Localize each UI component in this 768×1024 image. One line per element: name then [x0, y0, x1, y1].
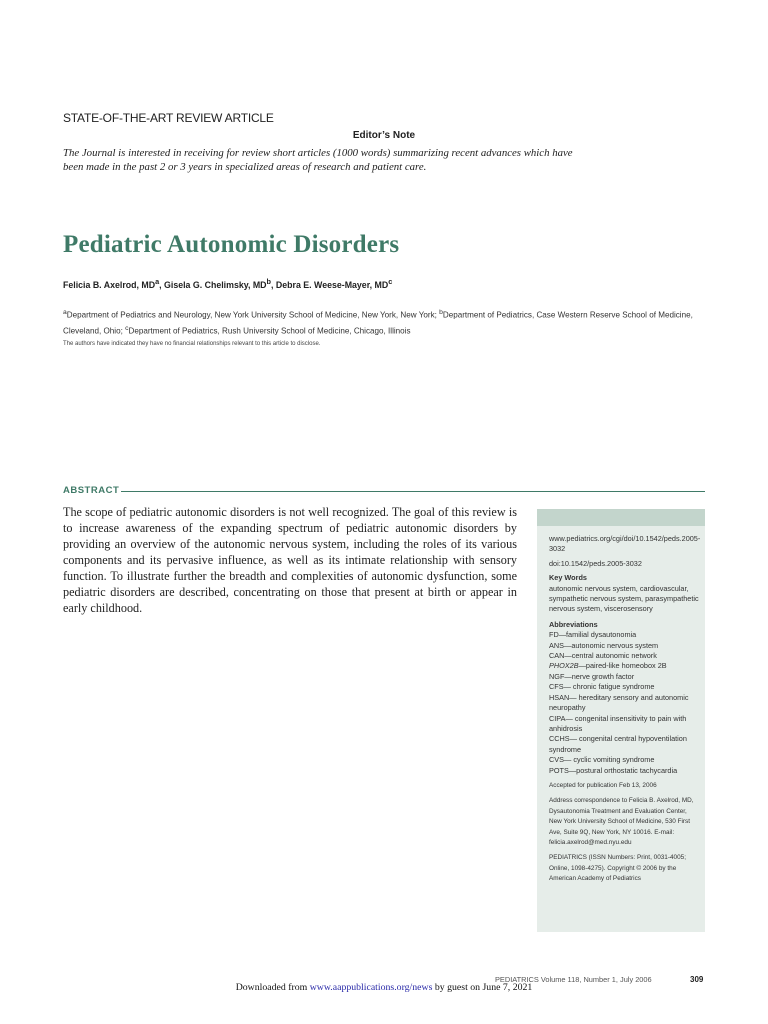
author-name: Felicia B. Axelrod, MD — [63, 279, 156, 290]
affiliation-superscript: a — [63, 309, 67, 316]
article-url-link[interactable]: www.pediatrics.org/cgi/doi/10.1542/peds.2005-3032 — [549, 534, 701, 554]
abbreviation-dash: — — [564, 671, 572, 681]
abbreviations-list — [549, 630, 699, 776]
abbreviation-dash: — — [568, 765, 577, 775]
issn-copyright: PEDIATRICS (ISSN Numbers: Print, 0031-4005; Online, 1098-4275). Copyright © 2006 by the American Academy of Pediatrics — [549, 854, 686, 883]
abbreviation-definition: nerve growth factor — [571, 671, 635, 681]
abbreviation-item — [549, 651, 699, 661]
abbreviation-term: POTS — [549, 765, 569, 775]
abbreviation-dash: — — [569, 734, 577, 744]
author-superscript: a — [155, 277, 160, 286]
abbreviation-item — [549, 693, 699, 714]
abbreviation-term: NGF — [549, 671, 565, 681]
abbreviation-dash: — — [564, 640, 572, 650]
abbreviation-term: CAN — [549, 651, 565, 661]
footer-journal-info: PEDIATRICS Volume 118, Number 1, July 2006 — [495, 975, 652, 984]
abbreviation-definition: central autonomic network — [571, 651, 657, 661]
abbreviations-heading: Abbreviations — [549, 619, 598, 629]
abbreviation-definition: hereditary sensory and autonomic neuropathy — [549, 692, 689, 713]
download-link[interactable]: www.aappublications.org/news — [309, 982, 433, 993]
accepted-date: Accepted for publication Feb 13, 2006 — [549, 781, 657, 789]
editors-note-body: The Journal is interested in receiving for review short articles (1000 words) summarizing recent advances which have been made in the past 2 or 3 years in specialized areas of research and patient care. — [63, 147, 573, 173]
sidebar-content — [549, 534, 699, 885]
abbreviation-item — [549, 682, 699, 692]
abbreviation-dash: — — [564, 755, 572, 765]
abbreviation-item — [549, 734, 699, 755]
article-type-label: STATE-OF-THE-ART REVIEW ARTICLE — [63, 111, 274, 125]
article-title: Pediatric Autonomic Disorders — [63, 231, 400, 258]
download-suffix: by guest on June 7, 2021 — [432, 982, 533, 993]
abbreviation-item — [549, 755, 699, 765]
abbreviation-term: PHOX2B — [549, 661, 579, 671]
abstract-heading: ABSTRACT — [63, 485, 120, 496]
abbreviation-definition: familial dysautonomia — [566, 630, 637, 640]
abbreviation-definition: paired-like homeobox 2B — [585, 661, 667, 671]
abbreviation-term: ANS — [549, 640, 565, 650]
affiliations — [63, 306, 713, 337]
abbreviation-definition: chronic fatigue syndrome — [570, 682, 655, 692]
affiliation-text: Department of Pediatrics and Neurology, New York University School of Medicine, New York, New York; — [66, 310, 440, 320]
author-list — [63, 277, 392, 290]
page-number: 309 — [690, 975, 704, 984]
author-name: Gisela G. Chelimsky, MD — [164, 279, 267, 290]
sidebar-header-bar — [537, 509, 705, 526]
abbreviation-definition: congenital central hypoventilation syndrome — [549, 734, 687, 754]
editors-note-heading: Editor’s Note — [352, 130, 416, 141]
keywords-list: autonomic nervous system, cardiovascular, sympathetic nervous system, parasympathetic nervous system, viscerosensory — [549, 583, 699, 614]
abbreviation-term: CFS — [549, 682, 564, 692]
abbreviation-term: HSAN — [549, 692, 570, 702]
abbreviation-dash: — — [563, 682, 571, 692]
abbreviation-definition: postural orthostatic tachycardia — [576, 765, 678, 775]
abbreviation-dash: — — [558, 630, 567, 640]
author-name: Debra E. Weese-Mayer, MD — [275, 279, 389, 290]
author-superscript: b — [266, 277, 272, 286]
abbreviation-item — [549, 661, 699, 671]
abbreviation-item — [549, 672, 699, 682]
download-prefix: Downloaded from — [235, 982, 310, 993]
abbreviation-item — [549, 714, 699, 735]
download-notice — [0, 982, 768, 993]
affiliation-text: Department of Pediatrics, Rush University School of Medicine, Chicago, Illinois — [128, 326, 411, 336]
author-separator: , — [271, 279, 276, 290]
abbreviation-term: FD — [549, 630, 559, 640]
author-superscript: c — [388, 277, 393, 286]
affiliation-text: Department of Pediatrics, Case Western Reserve School of Medicine, Cleveland, Ohio; — [63, 310, 693, 336]
abbreviation-definition: autonomic nervous system — [571, 640, 659, 650]
abbreviation-item — [549, 630, 699, 640]
abbreviation-term: CVS — [549, 755, 565, 765]
abbreviation-dash: — — [569, 692, 577, 702]
keywords-heading: Key Words — [549, 573, 587, 583]
abstract-body: The scope of pediatric autonomic disorders is not well recognized. The goal of this review is to increase awareness of the expanding spectrum of pediatric autonomic disorders by providing an overview of the autonomic nervous system, including the roles of its various components and its pervasive influence, as well as its intimate relationship with sensory function. To illustrate further the breadth and complexities of autonomic dysfunction, some pediatric disorders are described, concentrating on those that present at birth or appear in early childhood. — [63, 505, 517, 615]
doi-text: doi:10.1542/peds.2005-3032 — [549, 558, 642, 568]
abbreviation-definition: congenital insensitivity to pain with anhidrosis — [549, 713, 687, 733]
author-separator: , — [159, 279, 165, 290]
abbreviation-definition: cyclic vomiting syndrome — [571, 755, 655, 765]
financial-disclosure: The authors have indicated they have no financial relationships relevant to this article to disclose. — [63, 341, 321, 347]
affiliation-superscript: c — [125, 324, 129, 332]
abbreviation-item — [549, 641, 699, 651]
abbreviation-term: CIPA — [549, 713, 566, 723]
abbreviation-term: CCHS — [549, 734, 570, 744]
abbreviation-dash: — — [578, 661, 586, 671]
abstract-divider — [121, 491, 705, 492]
affiliation-superscript: b — [439, 309, 443, 316]
abbreviation-dash: — — [564, 651, 572, 661]
correspondence-address: Address correspondence to Felicia B. Axelrod, MD, Dysautonomia Treatment and Evaluation Center, New York University School of Medicine, 530 First Ave, Suite 9Q, New York, NY 10016. E-mail: felicia.axelrod@med.nyu.edu — [549, 797, 694, 846]
abbreviation-item — [549, 766, 699, 776]
abbreviation-dash: — — [565, 713, 573, 723]
